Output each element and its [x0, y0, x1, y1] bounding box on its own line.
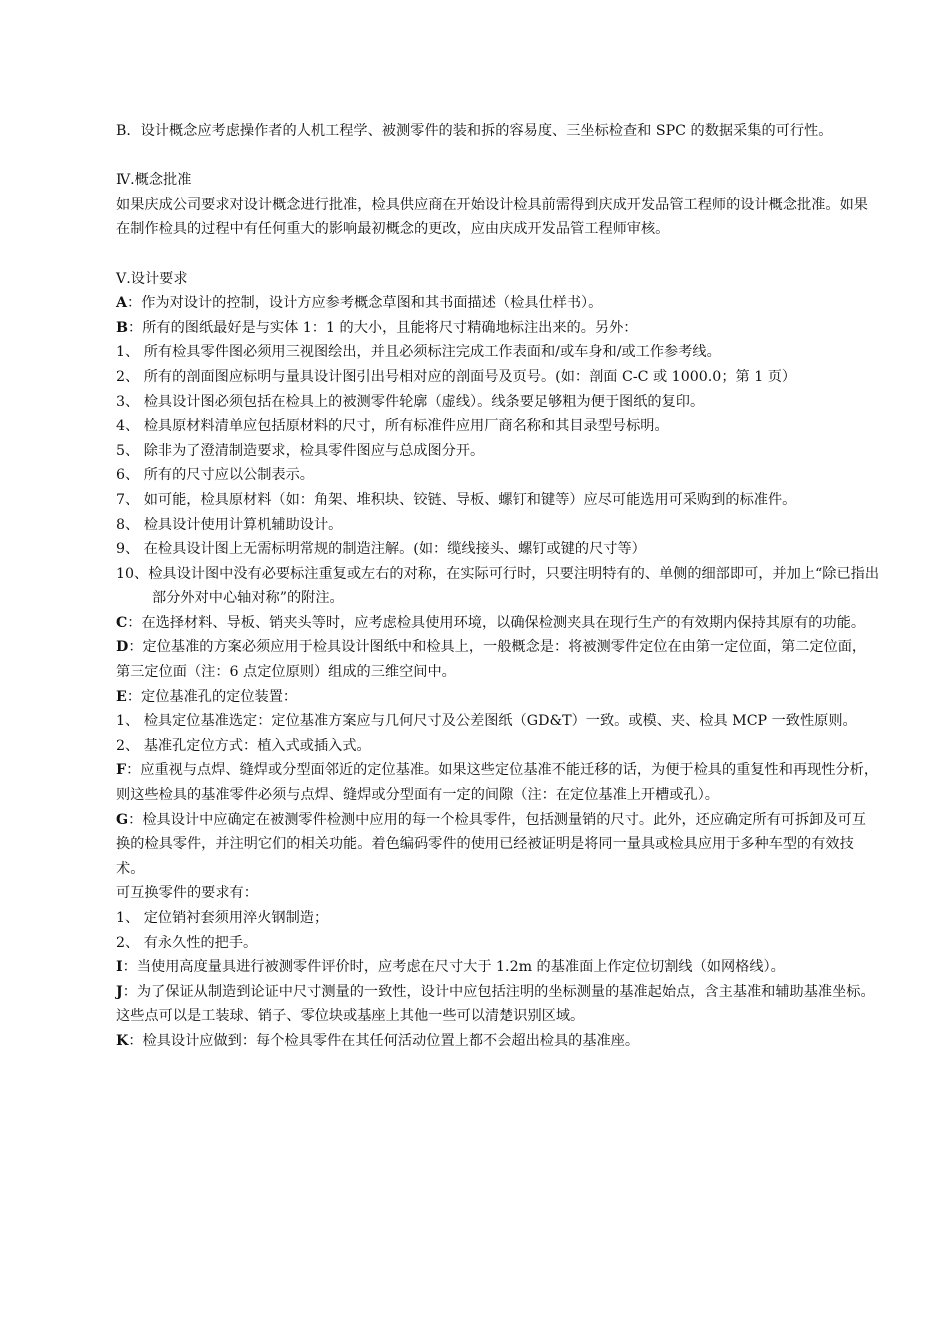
item-i: [116, 955, 880, 980]
item-b-label: B: [116, 319, 128, 336]
item-e-text: ：定位基准孔的定位装置：: [126, 688, 298, 705]
item-k-text: ：检具设计应做到：每个检具零件在其任何活动位置上都不会超出检具的基准座。: [128, 1032, 640, 1049]
item-k-label: K: [116, 1032, 129, 1049]
item-j: [116, 980, 880, 1029]
list-item: 6、 所有的尺寸应以公制表示。: [116, 467, 314, 484]
list-item: 7、 如可能，检具原材料（如：角架、堆积块、铰链、导板、螺钉和键等）应尽可能选用可采购到的标准件。: [116, 491, 797, 508]
paragraph-b-ergonomics: B．设计概念应考虑操作者的人机工程学、被测零件的装和拆的容易度、三坐标检查和 SPC 的数据采集的可行性。: [116, 123, 833, 139]
list-item: 8、 检具设计使用计算机辅助设计。: [116, 516, 343, 533]
item-d-label: D: [116, 639, 129, 656]
list-item: 3、 检具设计图必须包括在检具上的被测零件轮廓（虚线）。线条要足够粗为便于图纸的复印。: [116, 393, 705, 410]
item-c: [116, 611, 880, 636]
item-a-label: A: [116, 295, 128, 312]
heading-design-requirements: Ⅴ.设计要求: [116, 270, 188, 287]
item-j-text: ：为了保证从制造到论证中尺寸测量的一致性，设计中应包括注明的坐标测量的基准起始点，含主基准和辅助基准坐标。这些点可以是工装球、销子、零位块或基座上其他一些可以清楚识别区域。: [116, 983, 875, 1025]
list-item: 1、 检具定位基准选定：定位基准方案应与几何尺寸及公差图纸（GD&T）一致。或模、夹、检具 MCP 一致性原则。: [116, 713, 857, 730]
heading-concept-approval: Ⅳ.概念批准: [116, 172, 192, 189]
item-b-text: ：所有的图纸最好是与实体 1：1 的大小，且能将尺寸精确地标注出来的。另外：: [128, 319, 638, 336]
list-item: 5、 除非为了澄清制造要求，检具零件图应与总成图分开。: [116, 442, 485, 459]
list-item: 2、 有永久性的把手。: [116, 934, 258, 951]
list-item: 4、 检具原材料清单应包括原材料的尺寸，所有标准件应用厂商名称和其目录型号标明。: [116, 418, 669, 435]
paragraph-concept-approval: 如果庆成公司要求对设计概念进行批准，检具供应商在开始设计检具前需得到庆成开发品管工程师的设计概念批准。如果在制作检具的过程中有任何重大的影响最初概念的更改，应由庆成开发品管工程师审核。: [116, 196, 868, 238]
item-d: [116, 635, 880, 684]
item-c-label: C: [116, 614, 128, 631]
list-item: 2、 所有的剖面图应标明与量具设计图引出号相对应的剖面号及页号。(如：剖面 C-C 或 1000.0；第 1 页）: [116, 368, 797, 385]
item-f-label: F: [116, 762, 127, 779]
item-i-text: ：当使用高度量具进行被测零件评价时，应考虑在尺寸大于 1.2m 的基准面上作定位切割线（如网格线）。: [122, 959, 785, 976]
item-j-label: J: [116, 983, 123, 1000]
item-g-label: G: [116, 811, 129, 828]
item-g-text: ：检具设计中应确定在被测零件检测中应用的每一个检具零件，包括测量销的尺寸。此外，还应确定所有可拆卸及可互换的检具零件，并注明它们的相关功能。着色编码零件的使用已经被证明是将同一量具或检具应用于多种车型的有效技术。: [116, 811, 866, 877]
item-f-text: ：应重视与点焊、缝焊或分型面邻近的定位基准。如果这些定位基准不能迁移的话，为便于检具的重复性和再现性分析，则这些检具的基准零件必须与点焊、缝焊或分型面有一定的间隙（注：在定位基准上开槽或孔）。: [116, 762, 879, 804]
item-e: [116, 685, 880, 710]
item-i-label: I: [116, 959, 123, 976]
list-item: 2、 基准孔定位方式：植入式或插入式。: [116, 737, 371, 754]
item-a-text: ：作为对设计的控制，设计方应参考概念草图和其书面描述（检具仕样书）。: [127, 295, 603, 312]
list-item: 1、 定位销衬套须用淬火钢制造；: [116, 910, 329, 926]
list-item: 9、 在检具设计图上无需标明常规的制造注解。(如：缆线接头、螺钉或键的尺寸等）: [116, 541, 646, 558]
item-g: [116, 808, 880, 882]
item-f: [116, 758, 880, 807]
item-b: [116, 316, 880, 341]
item-e-label: E: [116, 688, 127, 705]
item-a: [116, 291, 880, 316]
document-page: [116, 119, 880, 1054]
item-c-text: ：在选择材料、导板、销夹头等时，应考虑检具使用环境，以确保检测夹具在现行生产的有效期内保持其原有的功能。: [127, 614, 866, 631]
swap-parts-heading: 可互换零件的要求有：: [116, 885, 258, 902]
item-d-text: ：定位基准的方案必须应用于检具设计图纸中和检具上，一般概念是：将被测零件定位在由第一定位面，第二定位面，第三定位面（注：6 点定位原则）组成的三维空间中。: [116, 639, 867, 681]
item-k: [116, 1029, 880, 1054]
list-item: 1、 所有检具零件图必须用三视图绘出，并且必须标注完成工作表面和/或车身和/或工作参考线。: [116, 344, 721, 361]
list-item: 10、检具设计图中没有必要标注重复或左右的对称，在实际可行时，只要注明特有的、单侧的细部即可，并加上“除已指出部分外对中心轴对称”的附注。: [116, 565, 880, 607]
